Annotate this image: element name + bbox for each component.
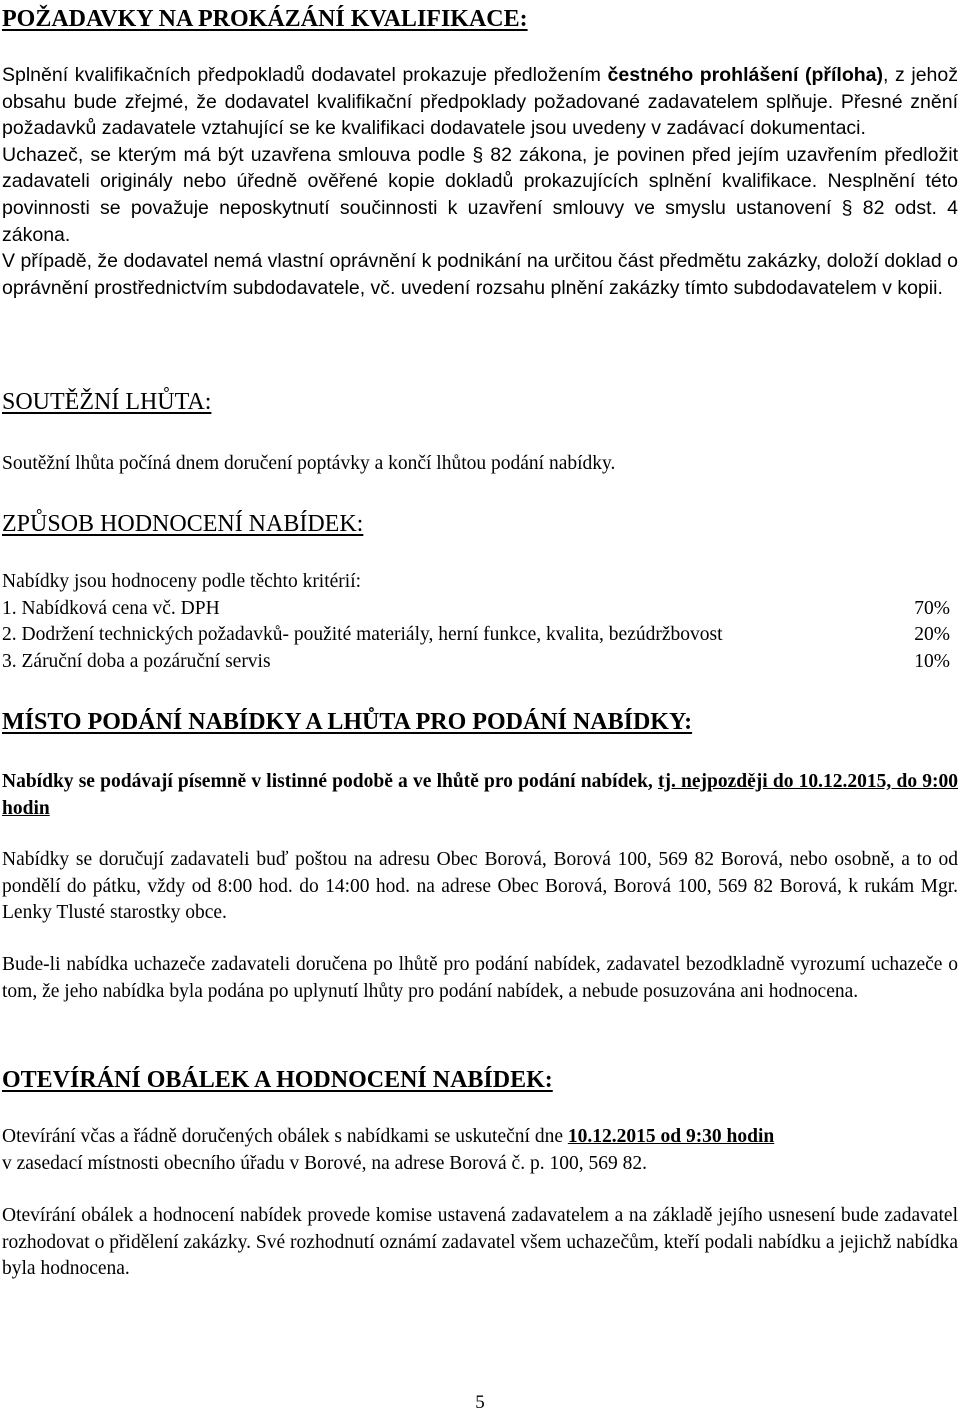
heading-hodnoceni: ZPŮSOB HODNOCENÍ NABÍDEK: <box>2 511 364 537</box>
criterion-row <box>2 622 958 649</box>
criterion-weight: 10% <box>914 650 950 672</box>
criterion-row <box>2 596 958 623</box>
section-oteviani <box>2 1065 958 1095</box>
heading-lhuta: SOUTĚŽNÍ LHŮTA: <box>2 389 212 415</box>
oteviani-text-b: v zasedací místnosti obecního úřadu v Borové, na adrese Borová č. p. 100, 569 82. <box>2 1152 647 1174</box>
section-misto <box>2 707 958 737</box>
p1-text-bold: čestného prohlášení (příloha) <box>607 64 883 86</box>
hodnoceni-intro: Nabídky jsou hodnoceny podle těchto kritérií: <box>2 571 362 592</box>
oteviani-text <box>2 1124 958 1283</box>
p1-text-b: , z jehož obsahu bude zřejmé, že dodavatel kvalifikační předpoklady požadované zadavatelem splňuje. <box>2 64 958 113</box>
misto-bold-text: Nabídky se podávají písemně v listinné podobě a ve lhůtě pro podání nabídek, <box>2 771 658 792</box>
section-hodnoceni <box>2 509 958 539</box>
misto-paragraph-1 <box>2 769 958 822</box>
kvalifikace-paragraph-2 <box>2 142 958 248</box>
criterion-label: 1. Nabídková cena vč. DPH <box>2 597 220 619</box>
lhuta-text: Soutěžní lhůta počíná dnem doručení poptávky a končí lhůtou podání nabídky. <box>2 453 616 474</box>
heading-oteviani: OTEVÍRÁNÍ OBÁLEK A HODNOCENÍ NABÍDEK: <box>2 1067 553 1093</box>
lhuta-text-block <box>2 451 958 478</box>
section-kvalifikace <box>2 4 958 34</box>
oteviani-text-a: Otevírání včas a řádně doručených obálek s nabídkami se uskuteční dne <box>2 1126 568 1147</box>
p2-text-b: 82 zákona, je povinen před jejím uzavřením předložit zadavateli originály nebo úředně ověřené kopie dokladů prokazujících splnění kvalifikace. <box>2 143 958 193</box>
misto-text <box>2 769 958 1005</box>
oteviani-paragraph-1 <box>2 1124 958 1177</box>
criterion-weight: 70% <box>914 597 950 619</box>
oteviani-date: 10.12.2015 od 9:30 hodin <box>567 1126 775 1147</box>
criterion-row <box>2 649 958 676</box>
p2-text-a: Uchazeč, se kterým má být uzavřena smlouva podle <box>2 143 473 166</box>
oteviani-paragraph-2: Otevírání obálek a hodnocení nabídek provede komise ustavená zadavatelem a na základě jejího usnesení bude zadavatel rozhodovat o přidělení zakázky. Své rozhodnutí oznámí zadavatel všem uchazečům, kteří podali nabídku a jejichž nabídka byla hodnocena. <box>2 1205 958 1280</box>
section-lhuta <box>2 387 958 417</box>
p2-text-d: 82 odst. 4 zákona. <box>2 196 958 246</box>
p2-text-c: Nesplnění této povinnosti se považuje neposkytnutí součinnosti k uzavření smlouvy ve smyslu ustanovení <box>2 170 959 219</box>
heading-misto: MÍSTO PODÁNÍ NABÍDKY A LHŮTA PRO PODÁNÍ NABÍDKY: <box>2 709 693 735</box>
p1-text-a: Splnění kvalifikačních předpokladů dodavatel prokazuje předložením <box>2 64 608 86</box>
heading-kvalifikace: POŽADAVKY NA PROKÁZÁNÍ KVALIFIKACE: <box>2 6 528 32</box>
misto-deadline: tj. nejpozději do 10.12.2015, do 9:00 hodin <box>2 771 959 819</box>
misto-paragraph-3: Bude-li nabídka uchazeče zadavateli doručena po lhůtě pro podání nabídek, zadavatel bezodkladně vyrozumí uchazeče o tom, že jeho nabídka byla podána po uplynutí lhůty pro podání nabídek, a nebude posuzována ani hodnocena. <box>2 953 958 1002</box>
kvalifikace-paragraph-1 <box>2 62 958 142</box>
hodnoceni-criteria <box>2 569 958 675</box>
criterion-weight: 20% <box>914 624 950 646</box>
kvalifikace-text <box>2 62 958 301</box>
misto-paragraph-2: Nabídky se doručují zadavateli buď poštou na adresu Obec Borová, Borová 100, 569 82 Borová, nebo osobně, a to od pondělí do pátku, vždy od 8:00 hod. do 14:00 hod. na adrese Obec Borová, Borová 100, 569 82 Borová, k rukám Mgr. Lenky Tlusté starostky obce. <box>2 849 958 924</box>
section-sign: § <box>472 143 484 166</box>
page-number: 5 <box>475 1392 485 1413</box>
section-sign: § <box>841 196 853 219</box>
kvalifikace-paragraph-3: V případě, že dodavatel nemá vlastní oprávnění k podnikání na určitou část předmětu zakázky, doloží doklad o oprávnění prostřednictvím subdodavatele, vč. uvedení rozsahu plnění zakázky tímto subdodavatelem v kopii. <box>2 250 958 299</box>
criterion-label: 2. Dodržení technických požadavků- použité materiály, herní funkce, kvalita, bezúdržbovost <box>2 624 723 646</box>
criterion-label: 3. Záruční doba a pozáruční servis <box>2 650 271 672</box>
p1-text-c: Přesné znění požadavků zadavatele vztahující se ke kvalifikaci dodavatele jsou uvedeny v zadávací dokumentaci. <box>2 90 958 140</box>
